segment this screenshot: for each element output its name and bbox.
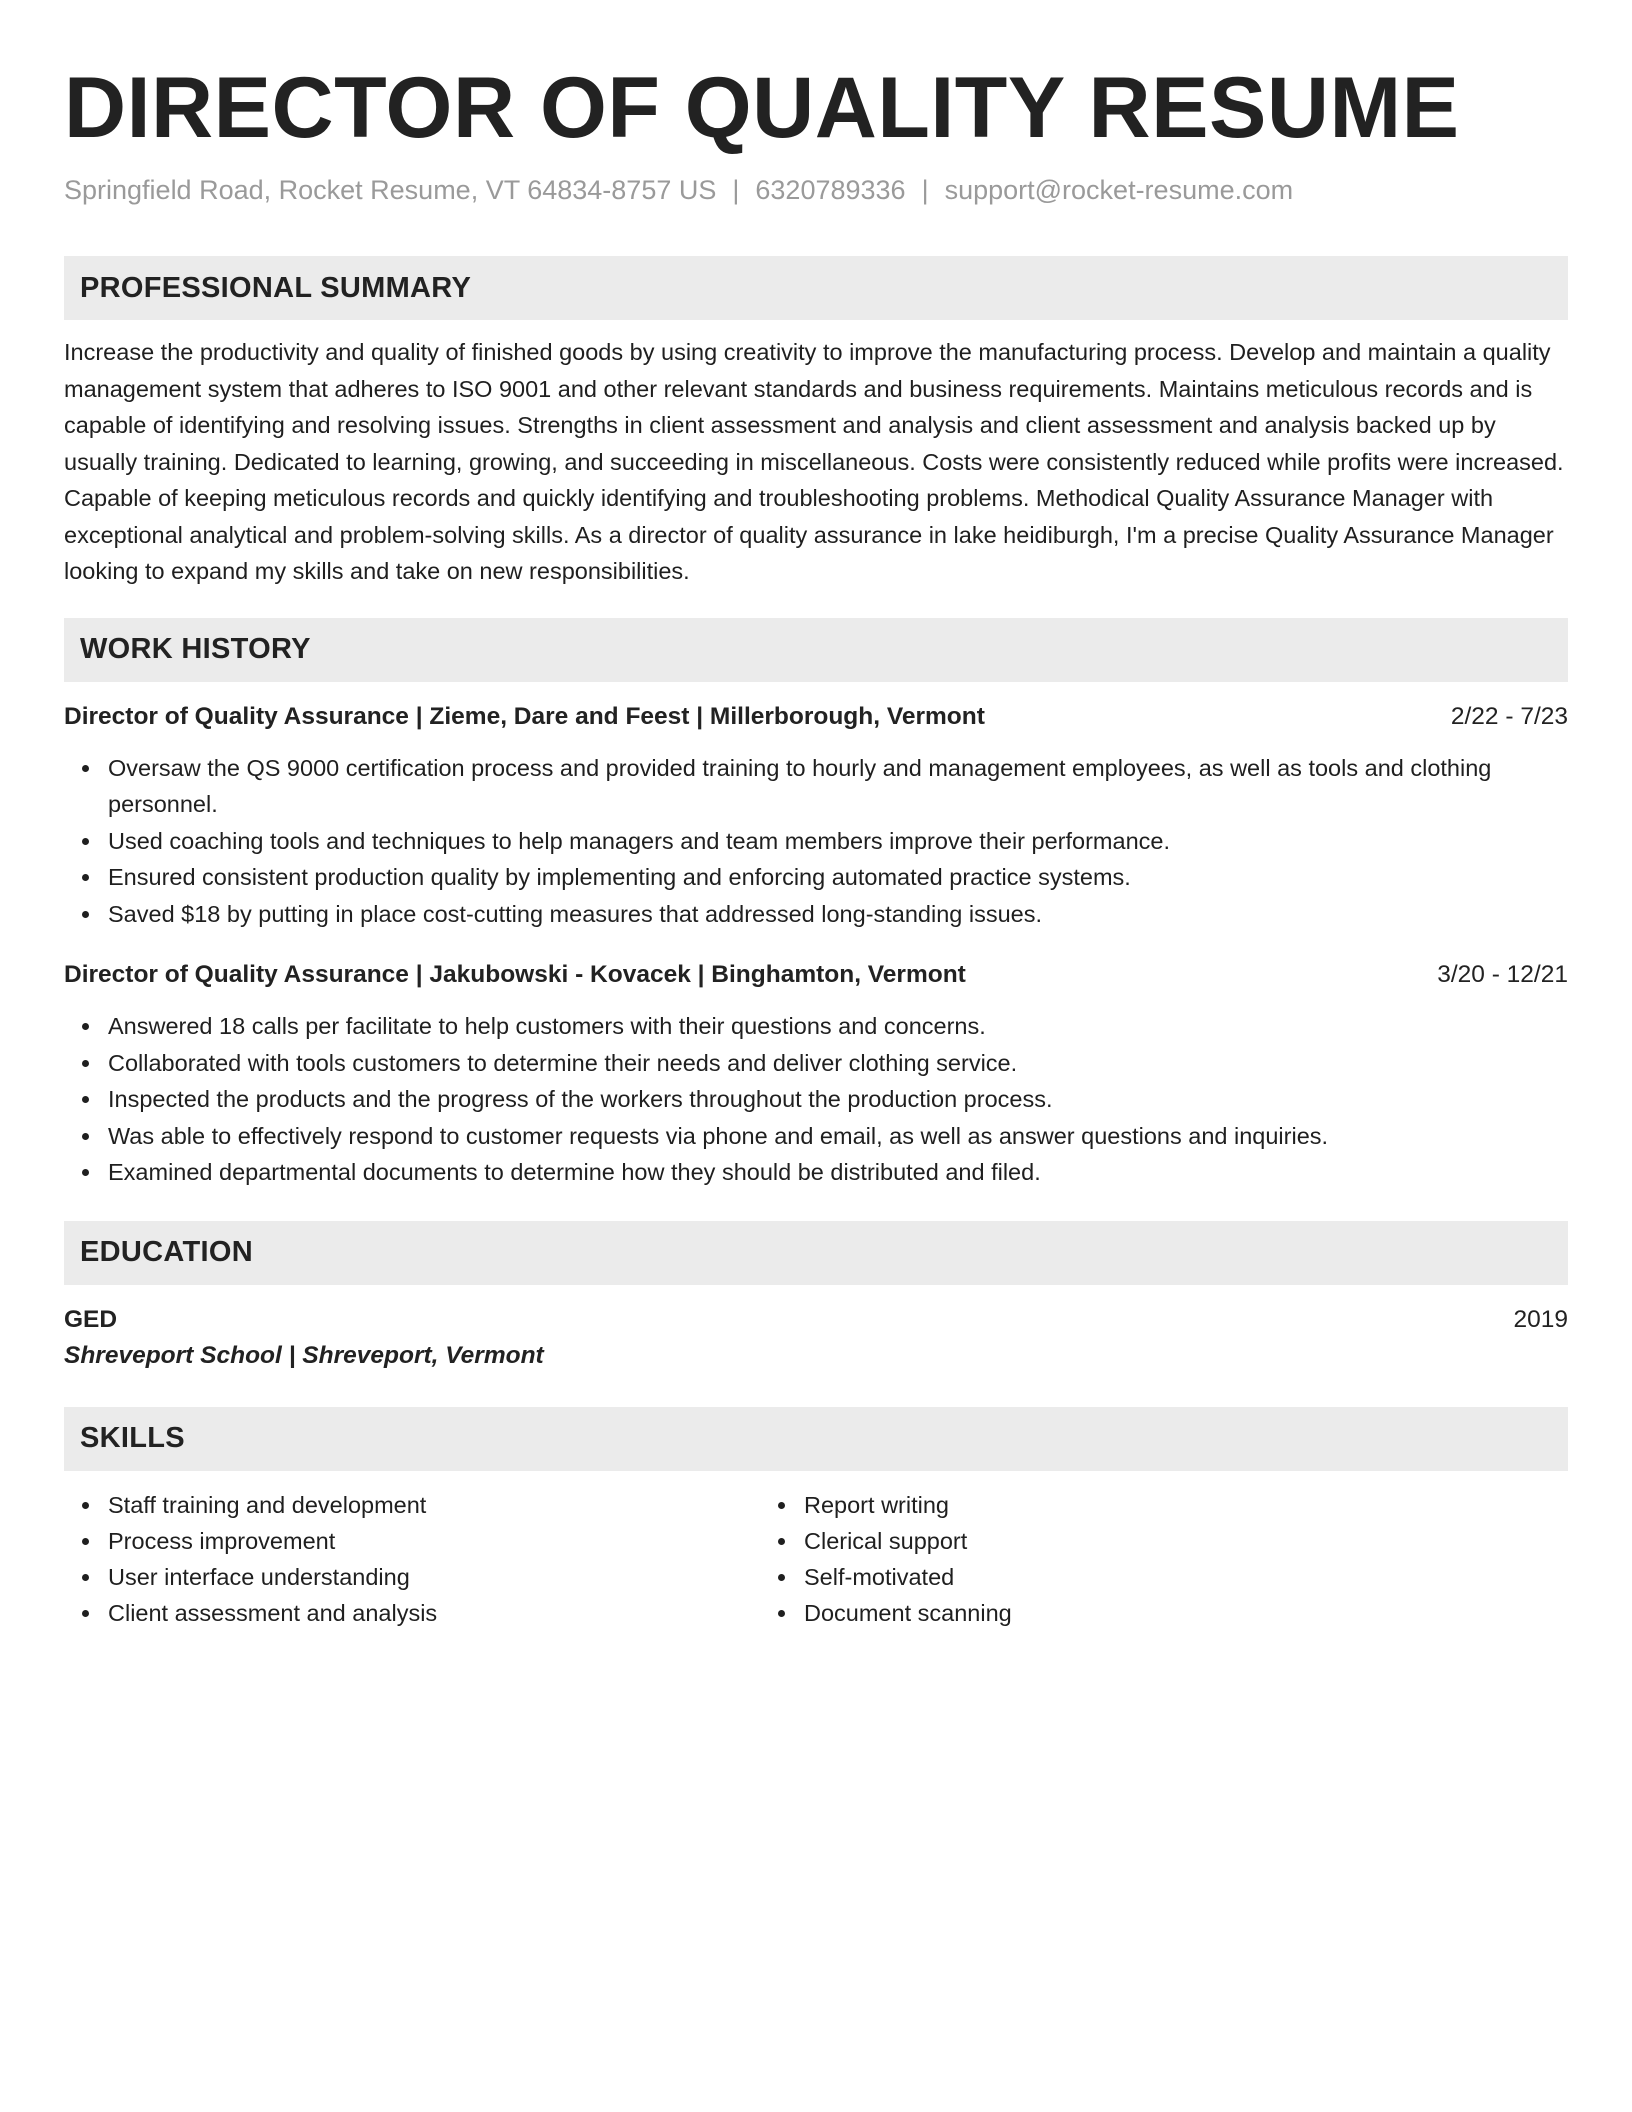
summary-section-header xyxy=(64,256,1568,320)
skill-item: Client assessment and analysis xyxy=(108,1595,760,1631)
job-dates: 2/22 - 7/23 xyxy=(1450,702,1568,730)
contact-address: Springfield Road, Rocket Resume, VT 64834-8757 US xyxy=(64,175,717,205)
summary-heading: PROFESSIONAL SUMMARY xyxy=(80,271,472,304)
resume-title: DIRECTOR OF QUALITY RESUME xyxy=(64,60,1460,156)
job-bullet: Saved $18 by putting in place cost-cutting measures that addressed long-standing issues. xyxy=(108,896,1568,933)
work-section-header xyxy=(64,618,1568,682)
education-degree: GED xyxy=(64,1305,118,1333)
work-heading: WORK HISTORY xyxy=(80,633,311,665)
job-bullet: Inspected the products and the progress of the workers throughout the production process. xyxy=(108,1081,1568,1118)
skill-item: Self-motivated xyxy=(804,1559,1456,1595)
job-dates: 3/20 - 12/21 xyxy=(1437,961,1568,988)
job-title: Director of Quality Assurance | Zieme, Dare and Feest | Millerborough, Vermont xyxy=(64,702,985,730)
education-heading: EDUCATION xyxy=(80,1236,253,1268)
resume-page xyxy=(64,0,1568,1631)
job-bullet: Oversaw the QS 9000 certification process and provided training to hourly and management employees, as well as tools and clothing personnel. xyxy=(108,750,1568,823)
contact-separator: | xyxy=(921,175,929,205)
job-bullet: Answered 18 calls per facilitate to help customers with their questions and concerns. xyxy=(108,1008,1568,1045)
skill-item: Report writing xyxy=(804,1487,1456,1523)
job-bullets xyxy=(64,750,1568,933)
education-school: Shreveport School | Shreveport, Vermont xyxy=(64,1341,544,1369)
skills-heading: SKILLS xyxy=(80,1422,185,1454)
skills-section-header xyxy=(64,1407,1568,1471)
job-bullet: Was able to effectively respond to customer requests via phone and email, as well as answer questions and inquiries. xyxy=(108,1118,1568,1155)
contact-email: support@rocket-resume.com xyxy=(944,175,1294,205)
skill-item: Document scanning xyxy=(804,1595,1456,1631)
skill-item: Staff training and development xyxy=(108,1487,760,1523)
contact-separator: | xyxy=(732,175,740,205)
job-header xyxy=(64,700,1568,734)
job-bullet: Used coaching tools and techniques to help managers and team members improve their performance. xyxy=(108,823,1568,860)
skills-column-right xyxy=(760,1487,1456,1631)
job-bullet: Ensured consistent production quality by implementing and enforcing automated practice systems. xyxy=(108,859,1568,896)
job-header xyxy=(64,958,1568,992)
job-bullet: Examined departmental documents to determine how they should be distributed and filed. xyxy=(108,1154,1568,1191)
contact-line xyxy=(64,172,1568,208)
skills-column-left xyxy=(64,1487,760,1631)
job-entry xyxy=(64,700,1568,933)
skill-item: User interface understanding xyxy=(108,1559,760,1595)
skills-list xyxy=(64,1487,1568,1631)
contact-phone: 6320789336 xyxy=(755,175,906,205)
skill-item: Process improvement xyxy=(108,1523,760,1559)
skill-item: Clerical support xyxy=(804,1523,1456,1559)
education-header xyxy=(64,1303,1568,1337)
summary-text: Increase the productivity and quality of finished goods by using creativity to improve the manufacturing process. Develop and maintain a quality management system that adheres to ISO 9001 and other relevant standards and business requirements. Maintains meticulous records and is capable of identifying and resolving issues. Strengths in client assessment and analysis and client assessment and analysis backed up by usually training. Dedicated to learning, growing, and succeeding in miscellaneous. Costs were consistently reduced while profits were increased. Capable of keeping meticulous records and quickly identifying and troubleshooting problems. Methodical Quality Assurance Manager with exceptional analytical and problem-solving skills. As a director of quality assurance in lake heidiburgh, I'm a precise Quality Assurance Manager looking to expand my skills and take on new responsibilities. xyxy=(64,339,1564,584)
job-entry xyxy=(64,958,1568,1191)
job-bullets xyxy=(64,1008,1568,1191)
education-section-header xyxy=(64,1221,1568,1285)
job-bullet: Collaborated with tools customers to determine their needs and deliver clothing service. xyxy=(108,1045,1568,1082)
education-year: 2019 xyxy=(1513,1305,1568,1333)
job-title: Director of Quality Assurance | Jakubowski - Kovacek | Binghamton, Vermont xyxy=(64,961,966,988)
